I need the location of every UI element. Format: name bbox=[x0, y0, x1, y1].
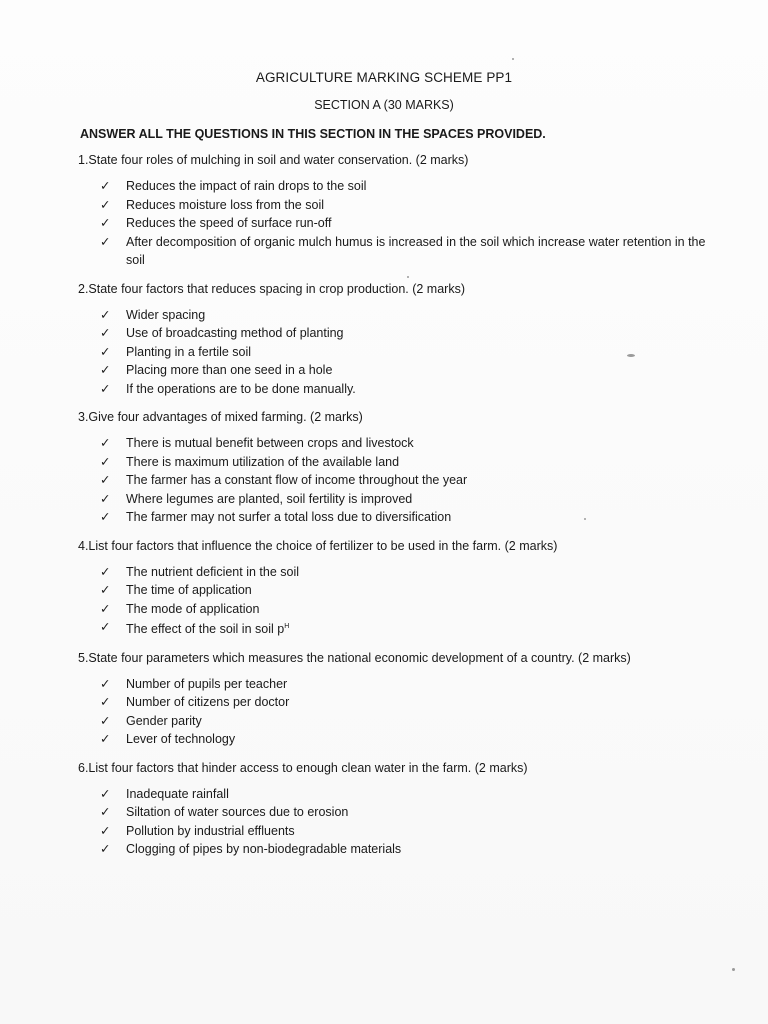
check-mark-icon: ✓ bbox=[100, 216, 111, 230]
check-mark-icon: ✓ bbox=[100, 307, 111, 322]
check-mark-icon: ✓ bbox=[100, 786, 111, 801]
answer-text: Placing more than one seed in a hole bbox=[126, 363, 333, 377]
answer-text: Gender parity bbox=[126, 713, 202, 728]
answer-list bbox=[78, 563, 718, 639]
answer-item bbox=[100, 324, 718, 343]
answer-text: The time of application bbox=[126, 583, 252, 597]
scan-speck bbox=[627, 354, 635, 357]
answer-text: Wider spacing bbox=[126, 307, 206, 322]
answer-text: Reduces the impact of rain drops to the soil bbox=[126, 179, 367, 193]
check-mark-icon: ✓ bbox=[100, 454, 111, 469]
questions-list bbox=[78, 153, 718, 871]
question-4 bbox=[78, 539, 718, 639]
answer-text: Clogging of pipes by non-biodegradable materials bbox=[126, 842, 402, 857]
check-mark-icon: ✓ bbox=[100, 344, 111, 359]
answer-item bbox=[100, 693, 718, 712]
answer-item bbox=[100, 453, 718, 472]
answer-item bbox=[100, 361, 718, 380]
question-text: 4.List four factors that influence the choice of fertilizer to be used in the farm. (2 marks) bbox=[78, 538, 558, 553]
answer-item bbox=[100, 600, 718, 619]
question-2 bbox=[78, 282, 718, 399]
answer-text: The nutrient deficient in the soil bbox=[126, 564, 300, 579]
check-mark-icon: ✓ bbox=[100, 197, 111, 212]
check-mark-icon: ✓ bbox=[100, 713, 111, 728]
check-mark-icon: ✓ bbox=[100, 473, 111, 487]
answer-item bbox=[100, 508, 718, 527]
answer-item bbox=[100, 177, 718, 196]
check-mark-icon: ✓ bbox=[100, 381, 111, 396]
answer-text: Lever of technology bbox=[126, 732, 236, 747]
question-text: 6.List four factors that hinder access to enough clean water in the farm. (2 marks) bbox=[78, 760, 528, 775]
answer-text: Where legumes are planted, soil fertility is improved bbox=[126, 491, 413, 506]
check-mark-icon: ✓ bbox=[100, 695, 111, 710]
check-mark-icon: ✓ bbox=[100, 823, 111, 838]
answer-list bbox=[78, 675, 718, 749]
ph-superscript: H bbox=[284, 623, 290, 630]
answer-list bbox=[78, 306, 718, 399]
check-mark-icon: ✓ bbox=[100, 234, 111, 249]
answer-item bbox=[100, 306, 718, 325]
check-mark-icon: ✓ bbox=[100, 363, 111, 377]
answer-text: The farmer may not surfer a total loss due to diversification bbox=[126, 510, 452, 524]
section-heading: SECTION A (30 MARKS) bbox=[314, 98, 454, 112]
answer-text: There is maximum utilization of the available land bbox=[126, 454, 400, 469]
answer-item bbox=[100, 730, 718, 749]
check-mark-icon: ✓ bbox=[100, 842, 111, 857]
answer-item bbox=[100, 712, 718, 731]
answer-text: Number of citizens per doctor bbox=[126, 695, 290, 710]
answer-item bbox=[100, 840, 718, 859]
answer-text: Reduces moisture loss from the soil bbox=[126, 197, 324, 212]
check-mark-icon: ✓ bbox=[100, 564, 111, 579]
check-mark-icon: ✓ bbox=[100, 436, 111, 450]
question-1 bbox=[78, 153, 718, 270]
check-mark-icon: ✓ bbox=[100, 601, 111, 616]
answer-item bbox=[100, 490, 718, 509]
answer-list bbox=[78, 785, 718, 859]
check-mark-icon: ✓ bbox=[100, 583, 111, 597]
check-mark-icon: ✓ bbox=[100, 491, 111, 506]
answer-text: The effect of the soil in soil p bbox=[126, 622, 285, 637]
answer-item bbox=[100, 563, 718, 582]
answer-text: The mode of application bbox=[126, 601, 260, 616]
question-5 bbox=[78, 651, 718, 749]
answer-item bbox=[100, 581, 718, 600]
answer-text: After decomposition of organic mulch humus is increased in the soil which increase water retention in the soil bbox=[126, 234, 706, 267]
answer-item bbox=[100, 233, 718, 270]
document-title: AGRICULTURE MARKING SCHEME PP1 bbox=[255, 70, 513, 85]
answer-text: If the operations are to be done manually. bbox=[126, 381, 356, 396]
check-mark-icon: ✓ bbox=[100, 676, 111, 691]
check-mark-icon: ✓ bbox=[100, 510, 111, 524]
scan-speck bbox=[407, 276, 409, 278]
answer-item bbox=[100, 434, 718, 453]
question-text: 5.State four parameters which measures the national economic development of a country. (2 marks) bbox=[78, 650, 631, 665]
answer-item bbox=[100, 785, 718, 804]
question-3 bbox=[78, 410, 718, 527]
question-text: 1.State four roles of mulching in soil and water conservation. (2 marks) bbox=[78, 153, 469, 167]
answer-item bbox=[100, 214, 718, 233]
question-text: 2.State four factors that reduces spacing in crop production. (2 marks) bbox=[78, 281, 465, 296]
check-mark-icon: ✓ bbox=[100, 326, 111, 340]
answer-item bbox=[100, 803, 718, 822]
answer-item bbox=[100, 471, 718, 490]
question-6 bbox=[78, 761, 718, 859]
scan-speck bbox=[732, 968, 735, 971]
answer-list bbox=[78, 434, 718, 527]
answer-text: There is mutual benefit between crops and livestock bbox=[126, 436, 414, 450]
answer-text: Pollution by industrial effluents bbox=[126, 823, 295, 838]
answer-text: Number of pupils per teacher bbox=[126, 676, 288, 691]
check-mark-icon: ✓ bbox=[100, 620, 111, 634]
answer-text: Reduces the speed of surface run-off bbox=[126, 216, 332, 230]
answer-item bbox=[100, 618, 718, 639]
answer-text: Use of broadcasting method of planting bbox=[126, 326, 344, 340]
answer-item bbox=[100, 343, 718, 362]
answer-text: The farmer has a constant flow of income throughout the year bbox=[126, 473, 468, 487]
answer-text: Inadequate rainfall bbox=[126, 786, 229, 801]
check-mark-icon: ✓ bbox=[100, 805, 111, 820]
answer-text: Siltation of water sources due to erosion bbox=[126, 805, 349, 820]
check-mark-icon: ✓ bbox=[100, 732, 111, 747]
answer-text: Planting in a fertile soil bbox=[126, 344, 252, 359]
check-mark-icon: ✓ bbox=[100, 179, 111, 193]
section-instruction: ANSWER ALL THE QUESTIONS IN THIS SECTION IN THE SPACES PROVIDED. bbox=[80, 127, 546, 141]
question-text: 3.Give four advantages of mixed farming. (2 marks) bbox=[78, 410, 363, 424]
scan-speck bbox=[512, 58, 514, 60]
answer-item bbox=[100, 380, 718, 399]
answer-item bbox=[100, 822, 718, 841]
scan-speck bbox=[584, 518, 586, 520]
answer-list bbox=[78, 177, 718, 270]
answer-item bbox=[100, 196, 718, 215]
answer-item bbox=[100, 675, 718, 694]
